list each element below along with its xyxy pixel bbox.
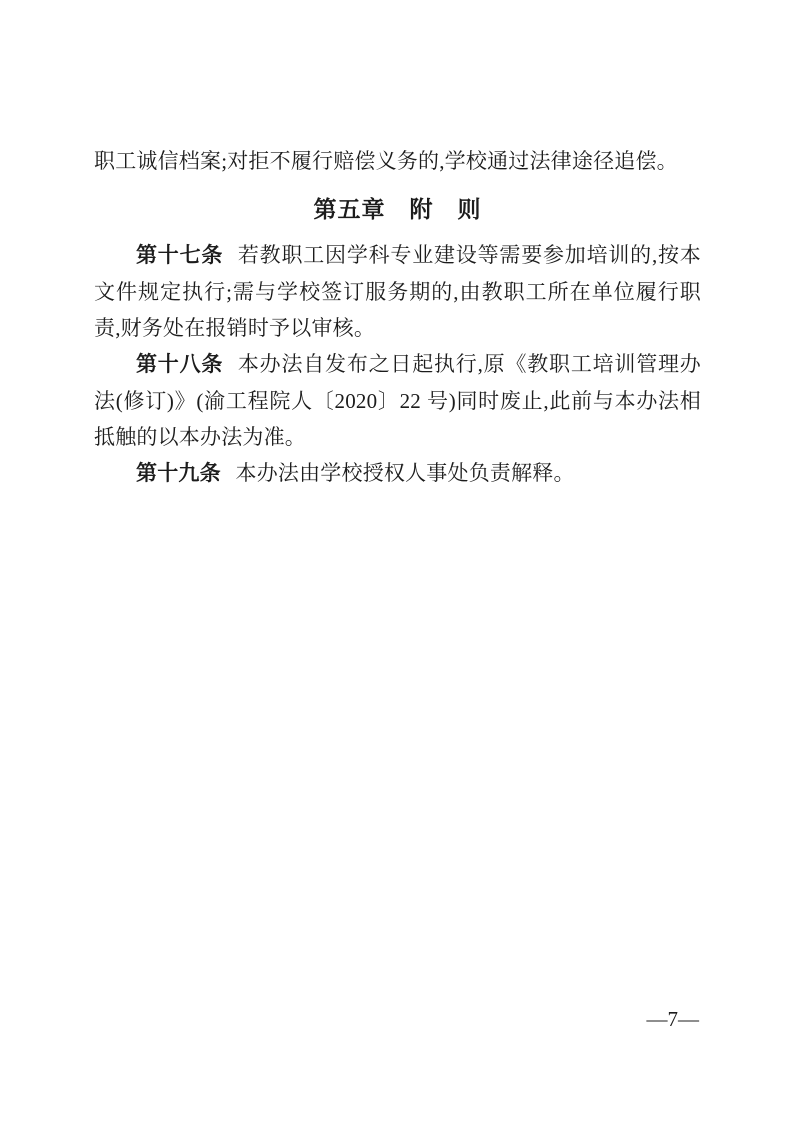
chapter-heading: 第五章 附 则 bbox=[313, 196, 482, 222]
article-label: 第十八条 bbox=[136, 353, 224, 376]
article-paragraph-18 bbox=[94, 346, 701, 455]
document-body bbox=[94, 143, 701, 492]
article-text: 若教职工因学科专业建设等需要参加培训的,按本文件规定执行;需与学校签订服务期的,由教职工所在单位履行职责,财务处在报销时予以审核。 bbox=[94, 243, 701, 340]
page-number: —7— bbox=[646, 1007, 699, 1031]
article-label: 第十九条 bbox=[136, 462, 221, 485]
article-paragraph-17 bbox=[94, 237, 701, 346]
article-paragraph-19 bbox=[94, 455, 701, 492]
article-label: 第十七条 bbox=[136, 244, 224, 267]
article-text: 本办法由学校授权人事处负责解释。 bbox=[235, 461, 575, 485]
article-text: 本办法自发布之日起执行,原《教职工培训管理办法(修订)》(渝工程院人〔2020〕22 号)同时废止,此前与本办法相抵触的以本办法为准。 bbox=[94, 352, 701, 449]
continuation-paragraph: 职工诚信档案;对拒不履行赔偿义务的,学校通过法律途径追偿。 bbox=[94, 149, 678, 173]
